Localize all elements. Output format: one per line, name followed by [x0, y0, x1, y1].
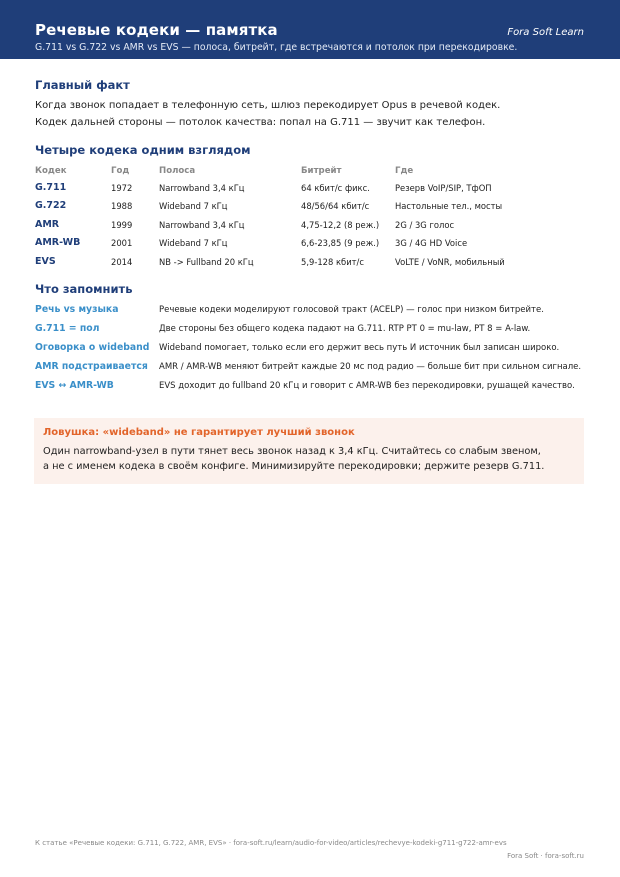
- col-head-where: Где: [395, 166, 414, 176]
- remember-key: AMR подстраивается: [35, 361, 148, 372]
- remember-text: EVS доходит до fullband 20 кГц и говорит с AMR-WB без перекодировки, рушащей качество.: [159, 381, 575, 391]
- main-fact-heading: Главный факт: [35, 78, 130, 92]
- row-codec: G.722: [35, 200, 67, 211]
- remember-heading: Что запомнить: [35, 282, 133, 296]
- col-head-band: Полоса: [159, 166, 196, 176]
- callout-line-2: а не с именем кодека в своём конфиге. Минимизируйте перекодировки; держите резерв G.711.: [43, 461, 545, 472]
- callout-line-1: Один narrowband-узел в пути тянет весь звонок назад к 3,4 кГц. Считайтесь со слабым звеном,: [43, 446, 541, 457]
- row-bitrate: 4,75-12,2 (8 реж.): [301, 220, 380, 230]
- row-year: 1988: [111, 201, 133, 211]
- main-fact-line-2: Кодек дальней стороны — потолок качества: попал на G.711 — звучит как телефон.: [35, 117, 486, 128]
- row-where: VoLTE / VoNR, мобильный: [395, 257, 505, 267]
- remember-key: EVS ↔ AMR-WB: [35, 380, 114, 391]
- row-band: Wideband 7 кГц: [159, 238, 228, 248]
- row-band: NB -> Fullband 20 кГц: [159, 257, 254, 267]
- row-where: 2G / 3G голос: [395, 220, 455, 230]
- page-title: Речевые кодеки — памятка: [35, 21, 278, 39]
- row-year: 1999: [111, 220, 133, 230]
- row-where: Резерв VoIP/SIP, ТфОП: [395, 183, 492, 193]
- row-codec: G.711: [35, 182, 67, 193]
- row-year: 2014: [111, 257, 133, 267]
- row-year: 2001: [111, 238, 133, 248]
- remember-text: AMR / AMR-WB меняют битрейт каждые 20 мс под радио — больше бит при сильном сигнале.: [159, 362, 582, 372]
- page-subtitle: G.711 vs G.722 vs AMR vs EVS — полоса, битрейт, где встречаются и потолок при перекодировке.: [35, 42, 518, 53]
- main-fact-line-1: Когда звонок попадает в телефонную сеть, шлюз перекодирует Opus в речевой кодек.: [35, 100, 501, 111]
- remember-text: Две стороны без общего кодека падают на G.711. RTP PT 0 = mu-law, PT 8 = A-law.: [159, 324, 531, 334]
- table-heading: Четыре кодека одним взглядом: [35, 143, 251, 157]
- row-bitrate: 5,9-128 кбит/с: [301, 257, 364, 267]
- row-where: Настольные тел., мосты: [395, 201, 503, 211]
- row-codec: AMR-WB: [35, 237, 81, 248]
- row-bitrate: 48/56/64 кбит/с: [301, 201, 370, 211]
- remember-text: Wideband помогает, только если его держит весь путь И источник был записан широко.: [159, 343, 560, 353]
- row-band: Narrowband 3,4 кГц: [159, 183, 245, 193]
- row-codec: AMR: [35, 219, 60, 230]
- footer-article-link: К статье «Речевые кодеки: G.711, G.722, AMR, EVS» · fora-soft.ru/learn/audio-for-video/articles/rechevye-kodeki-g711-g722-amr-evs: [35, 839, 507, 847]
- remember-key: Оговорка о wideband: [35, 342, 150, 353]
- page-header: [0, 0, 620, 59]
- row-year: 1972: [111, 183, 133, 193]
- remember-key: G.711 = пол: [35, 323, 100, 334]
- remember-text: Речевые кодеки моделируют голосовой тракт (ACELP) — голос при низком битрейте.: [159, 305, 544, 315]
- trap-callout: [34, 418, 584, 484]
- row-where: 3G / 4G HD Voice: [395, 238, 468, 248]
- brand-label: Fora Soft Learn: [507, 27, 584, 38]
- col-head-bitrate: Битрейт: [301, 166, 342, 176]
- row-band: Wideband 7 кГц: [159, 201, 228, 211]
- callout-title: Ловушка: «wideband» не гарантирует лучший звонок: [43, 427, 355, 438]
- col-head-codec: Кодек: [35, 166, 67, 176]
- row-bitrate: 6,6-23,85 (9 реж.): [301, 238, 380, 248]
- row-bitrate: 64 кбит/с фикс.: [301, 183, 370, 193]
- footer-brand: Fora Soft · fora-soft.ru: [507, 852, 584, 860]
- row-band: Narrowband 3,4 кГц: [159, 220, 245, 230]
- row-codec: EVS: [35, 256, 56, 267]
- remember-key: Речь vs музыка: [35, 304, 119, 315]
- col-head-year: Год: [111, 166, 130, 176]
